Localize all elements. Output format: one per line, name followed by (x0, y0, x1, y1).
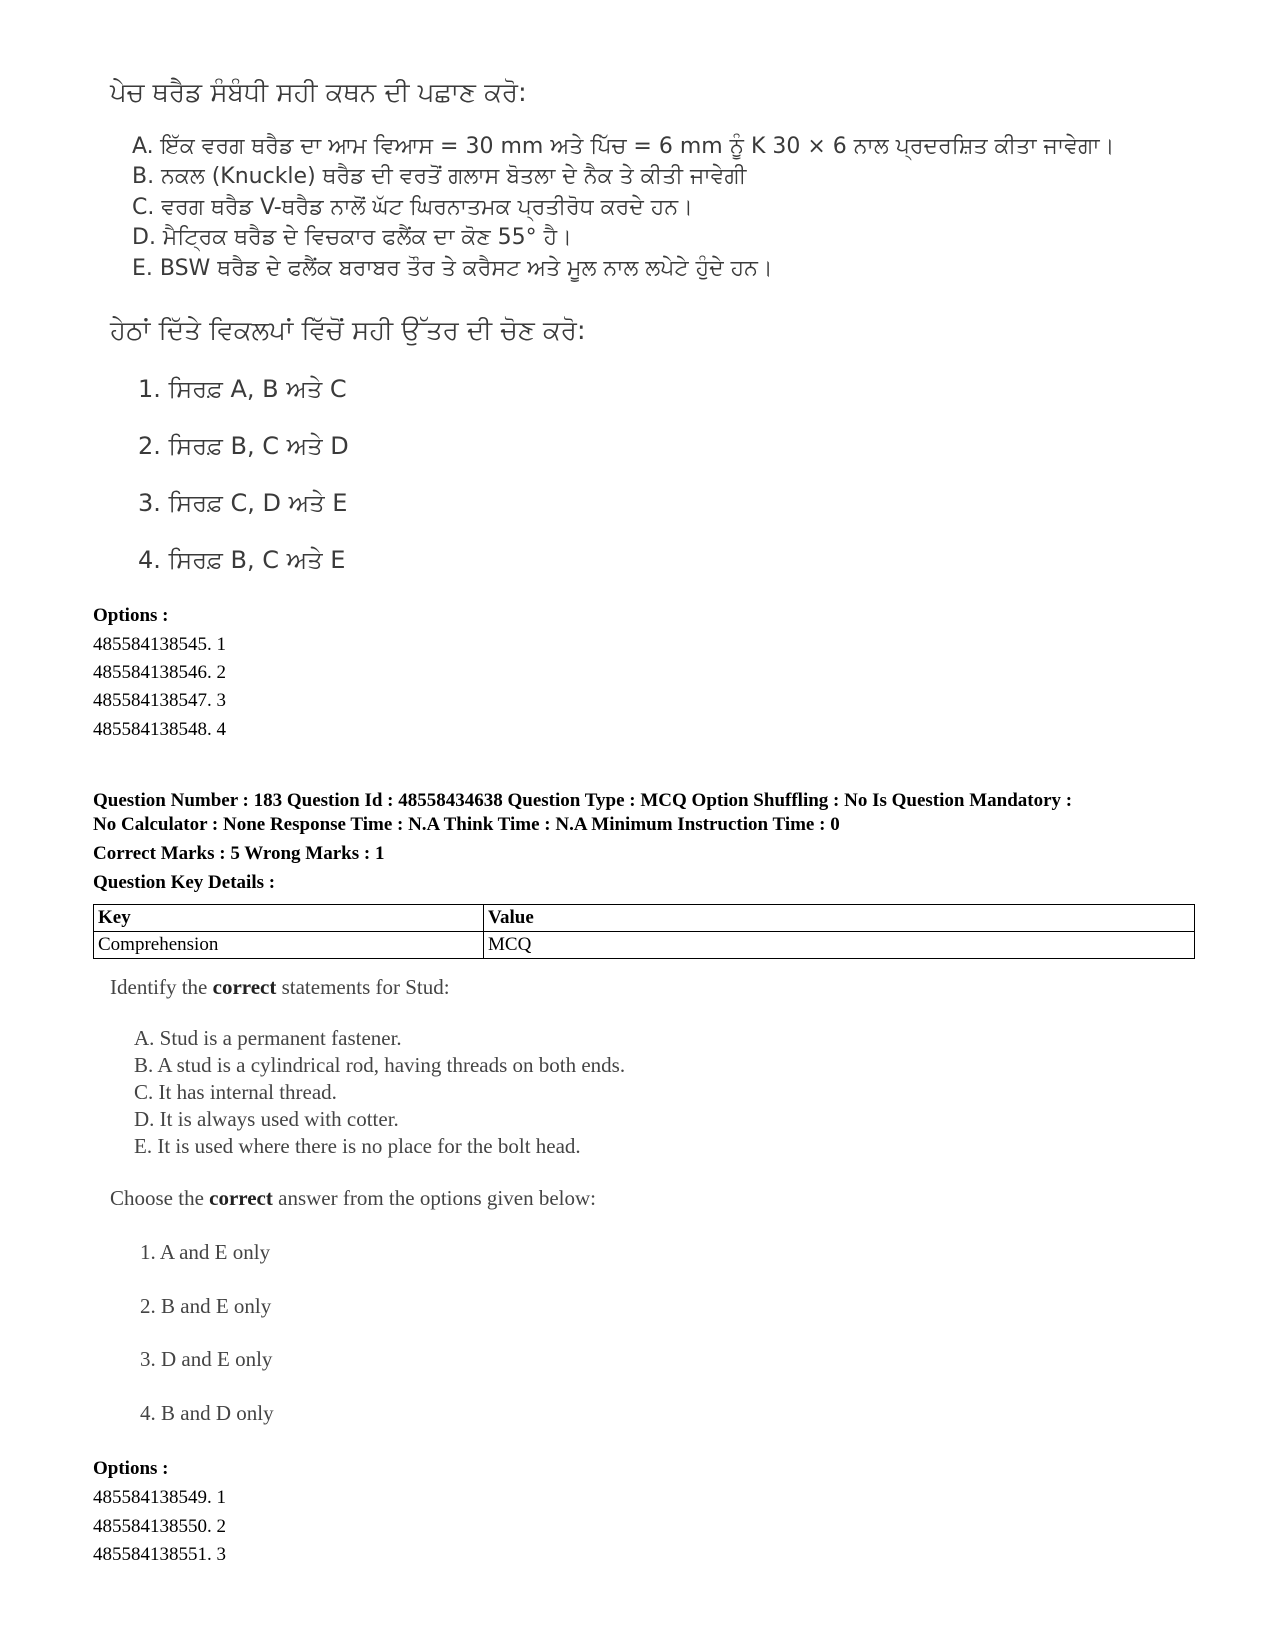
q2-choice-3: 3. D and E only (140, 1347, 273, 1371)
q1-statement-c: C. ਵਰਗ ਥਰੈਡ V-ਥਰੈਡ ਨਾਲੋਂ ਘੱਟ ਘਿਰਨਾਤਮਕ ਪ੍ਰਤੀਰੋਧ ਕਰਦੇ ਹਨ। (132, 195, 693, 220)
question-key-table (93, 904, 1195, 959)
q2-choose-post: answer from the options given below: (272, 1186, 596, 1210)
q1-options-label: Options : (93, 605, 169, 626)
q2-choose-instruction (110, 1186, 596, 1211)
q2-choose-bold: correct (209, 1186, 273, 1210)
q2-statement-d: D. It is always used with cotter. (134, 1107, 399, 1131)
q2-choice-2: 2. B and E only (140, 1294, 272, 1318)
q1-statement-a: A. ਇੱਕ ਵਰਗ ਥਰੈਡ ਦਾ ਆਮ ਵਿਆਸ = 30 mm ਅਤੇ ਪਿੱਚ = 6 mm ਨੂੰ K 30 × 6 ਨਾਲ ਪ੍ਰਦਰਸ਼ਿਤ ਕੀਤਾ ਜਾਵੇਗਾ। (132, 134, 1115, 159)
q2-option-2: 485584138550. 2 (93, 1516, 226, 1537)
table-row (94, 932, 1195, 959)
table-header-row (94, 905, 1195, 932)
q1-statement-d: D. ਮੈਟ੍ਰਿਕ ਥਰੈਡ ਦੇ ਵਿਚਕਾਰ ਫਲੈਂਕ ਦਾ ਕੋਣ 55° ਹੈ। (132, 225, 573, 250)
q1-choose-instruction: ਹੇਠਾਂ ਦਿੱਤੇ ਵਿਕਲਪਾਂ ਵਿੱਚੋਂ ਸਹੀ ਉੱਤਰ ਦੀ ਚੋਣ ਕਰੋ: (110, 316, 586, 346)
table-cell-value: MCQ (484, 932, 1195, 959)
q2-statement-a: A. Stud is a permanent fastener. (134, 1026, 402, 1050)
q2-choose-pre: Choose the (110, 1186, 210, 1210)
q2-marks: Correct Marks : 5 Wrong Marks : 1 (93, 843, 385, 864)
q2-intro (110, 975, 450, 1000)
q2-meta-line-1: Question Number : 183 Question Id : 48558434638 Question Type : MCQ Option Shuffling : No Is Question Mandatory : (93, 790, 1073, 811)
q2-intro-post: statements for Stud: (276, 975, 450, 999)
q1-choice-3: 3. ਸਿਰਫ਼ C, D ਅਤੇ E (138, 489, 348, 517)
q2-options-label: Options : (93, 1458, 169, 1479)
q1-choice-4: 4. ਸਿਰਫ਼ B, C ਅਤੇ E (138, 546, 346, 574)
q2-statement-c: C. It has internal thread. (134, 1080, 337, 1104)
q2-key-details-label: Question Key Details : (93, 872, 276, 893)
q1-choice-2: 2. ਸਿਰਫ਼ B, C ਅਤੇ D (138, 432, 349, 460)
q1-intro: ਪੇਚ ਥਰੈਡ ਸੰਬੰਧੀ ਸਹੀ ਕਥਨ ਦੀ ਪਛਾਣ ਕਰੋ: (110, 78, 527, 108)
table-header-value: Value (484, 905, 1195, 932)
q2-statement-e: E. It is used where there is no place for the bolt head. (134, 1134, 581, 1158)
q2-intro-bold: correct (212, 975, 277, 999)
q1-statement-e: E. BSW ਥਰੈਡ ਦੇ ਫਲੈਂਕ ਬਰਾਬਰ ਤੌਰ ਤੇ ਕਰੈਸਟ ਅਤੇ ਮੂਲ ਨਾਲ ਲਪੇਟੇ ਹੁੰਦੇ ਹਨ। (132, 256, 773, 281)
q2-intro-pre: Identify the (110, 975, 213, 999)
q1-option-2: 485584138546. 2 (93, 662, 226, 683)
q2-option-3: 485584138551. 3 (93, 1544, 226, 1565)
q2-choice-4: 4. B and D only (140, 1401, 274, 1425)
q1-option-1: 485584138545. 1 (93, 634, 226, 655)
q2-option-1: 485584138549. 1 (93, 1487, 226, 1508)
table-cell-key: Comprehension (94, 932, 484, 959)
q1-choice-1: 1. ਸਿਰਫ਼ A, B ਅਤੇ C (138, 375, 347, 403)
q1-statement-b: B. ਨਕਲ (Knuckle) ਥਰੈਡ ਦੀ ਵਰਤੋਂ ਗਲਾਸ ਬੋਤਲਾ ਦੇ ਨੈਕ ਤੇ ਕੀਤੀ ਜਾਵੇਗੀ (132, 164, 747, 189)
q2-choice-1: 1. A and E only (140, 1240, 271, 1264)
q2-meta-line-2: No Calculator : None Response Time : N.A Think Time : N.A Minimum Instruction Time : 0 (93, 814, 840, 835)
table-header-key: Key (94, 905, 484, 932)
q2-statement-b: B. A stud is a cylindrical rod, having threads on both ends. (134, 1053, 626, 1077)
q1-option-3: 485584138547. 3 (93, 690, 226, 711)
q1-option-4: 485584138548. 4 (93, 719, 226, 740)
